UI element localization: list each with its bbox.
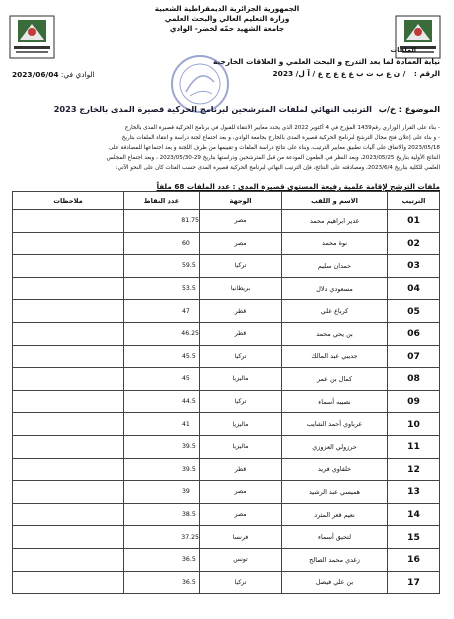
ranking-table	[12, 191, 440, 594]
table-row	[13, 571, 440, 594]
notes-cell	[13, 322, 124, 345]
rank-cell: 12	[388, 458, 440, 481]
rank-cell: 05	[388, 300, 440, 323]
column-header-name: الاسم و اللقب	[282, 192, 388, 210]
table-row	[13, 413, 440, 436]
destination-cell: تونس	[200, 548, 282, 571]
notes-cell	[13, 435, 124, 458]
rank-cell: 03	[388, 255, 440, 278]
score-cell: 39.5	[124, 435, 200, 458]
score-cell: 39	[124, 481, 200, 504]
table-row	[13, 345, 440, 368]
table-row	[13, 548, 440, 571]
rank-cell: 04	[388, 277, 440, 300]
files-label: الملفات	[390, 46, 416, 54]
destination-cell: ماليزيا	[200, 413, 282, 436]
notes-cell	[13, 345, 124, 368]
rank-cell: 17	[388, 571, 440, 594]
rank-cell: 01	[388, 210, 440, 233]
notes-cell	[13, 413, 124, 436]
destination-cell: بريطانيا	[200, 277, 282, 300]
destination-cell: قطر	[200, 300, 282, 323]
date-value: 2023/06/04	[12, 70, 59, 79]
rank-cell: 07	[388, 345, 440, 368]
destination-cell: مصر	[200, 481, 282, 504]
preamble-line: العلمي للكلية بتاريخ 2023/6/4، ومصادقته على النتائج، فإن الترتيب النهائي لبرنامج الحركية قصيرة المدى حسب الفئات كان على النحو الآتي:	[115, 165, 440, 172]
destination-cell: ماليزيا	[200, 368, 282, 391]
notes-cell	[13, 390, 124, 413]
table-row	[13, 503, 440, 526]
destination-cell: ماليزيا	[200, 435, 282, 458]
preamble-line: - بناء على القرار الوزاري رقم1439 المؤرخ في 4 أكتوبر 2022 الذي يحدد معايير الانتقاء للقبول في برنامج الحركية قصيرة المدى بالخارج	[124, 125, 440, 131]
preamble-paragraph	[10, 123, 440, 173]
destination-cell: مصر	[200, 503, 282, 526]
name-cell: حرزولي العزوزي	[282, 435, 388, 458]
column-header-score: عدد النقاط	[124, 192, 200, 210]
name-cell: بن علي فيصل	[282, 571, 388, 594]
score-cell: 53.5	[124, 277, 200, 300]
vice-rectorate-title: نيابة العمادة لما بعد التدرج و البحث العلمي و العلاقات الخارجية	[212, 57, 440, 66]
notes-cell	[13, 548, 124, 571]
score-cell: 39.5	[124, 458, 200, 481]
subject-label: الموضوع : خ/ب	[378, 104, 440, 114]
name-cell: خلفاوي فريد	[282, 458, 388, 481]
table-heading: ملفات الترشح لإقامة علمية رفيعة المستوى قصيرة المدى : عدد الملفات 68 ملفاً	[156, 182, 440, 191]
notes-cell	[13, 503, 124, 526]
table-row	[13, 435, 440, 458]
rank-cell: 06	[388, 322, 440, 345]
header-line-university: جامعة الشهيد حمّه لخضر- الوادي	[169, 24, 285, 33]
subject-text: الترتيب النهائي لملفات المترشحين لبرنامج الحركية قصيرة المدى بالخارج 2023	[53, 104, 372, 114]
score-cell: 81.75	[124, 210, 200, 233]
notes-cell	[13, 277, 124, 300]
table-header-row	[13, 192, 440, 210]
table-row	[13, 210, 440, 233]
column-header-notes: ملاحظات	[13, 192, 124, 210]
table-row	[13, 390, 440, 413]
name-cell: نعيم قعر المثرد	[282, 503, 388, 526]
name-cell: نصيبه أسماء	[282, 390, 388, 413]
rank-cell: 15	[388, 526, 440, 549]
header-line-republic: الجمهورية الجزائرية الديمقراطية الشعبية	[154, 4, 300, 13]
column-header-destination: الوجهة	[200, 192, 282, 210]
destination-cell: مصر	[200, 232, 282, 255]
date-label: الوادي في:	[60, 70, 95, 79]
destination-cell: تركيا	[200, 255, 282, 278]
university-logo-left-icon	[8, 14, 56, 60]
notes-cell	[13, 481, 124, 504]
column-header-rank: الترتيب	[388, 192, 440, 210]
table-row	[13, 458, 440, 481]
name-cell: عرباوي أحمد الشايب	[282, 413, 388, 436]
score-cell: 38.5	[124, 503, 200, 526]
destination-cell: فرنسا	[200, 526, 282, 549]
destination-cell: قطر	[200, 322, 282, 345]
reference-label: الرقم :	[413, 69, 440, 78]
score-cell: 60	[124, 232, 200, 255]
score-cell: 45	[124, 368, 200, 391]
preamble-line: النتائج الأولية بتاريخ 2023/05/25، وبعد النظر في الطعون المودعة من قبل المترشحين ودراستها بتاريخ 29-2023/05/30 ، وبعد اجتماع المجلس	[106, 155, 440, 162]
score-cell: 45.5	[124, 345, 200, 368]
institution-header	[120, 4, 334, 34]
destination-cell: تركيا	[200, 345, 282, 368]
destination-cell: تركيا	[200, 390, 282, 413]
destination-cell: تركيا	[200, 571, 282, 594]
table-row	[13, 481, 440, 504]
reference-number	[273, 69, 440, 78]
name-cell: زغدي محمد الصالح	[282, 548, 388, 571]
table-row	[13, 277, 440, 300]
table-row	[13, 255, 440, 278]
rank-cell: 16	[388, 548, 440, 571]
table-row	[13, 368, 440, 391]
rank-cell: 02	[388, 232, 440, 255]
score-cell: 59.5	[124, 255, 200, 278]
table-row	[13, 232, 440, 255]
rank-cell: 09	[388, 390, 440, 413]
notes-cell	[13, 571, 124, 594]
preamble-line: - و بناء على إعلان فتح مجال الترشح لبرنامج الحركية قصيرة المدى بالخارج بجامعة الوادي، و بعد اجتماع لجنة دراسة و انتقاء الملفات بتاريخ	[121, 135, 440, 142]
score-cell: 44.5	[124, 390, 200, 413]
name-cell: جديبي عبد المالك	[282, 345, 388, 368]
notes-cell	[13, 368, 124, 391]
score-cell: 47	[124, 300, 200, 323]
header-line-ministry: وزارة التعليم العالي والبحث العلمي	[164, 14, 290, 23]
document-date	[12, 70, 95, 79]
score-cell: 36.5	[124, 571, 200, 594]
score-cell: 36.5	[124, 548, 200, 571]
rank-cell: 10	[388, 413, 440, 436]
subject-line	[12, 104, 440, 114]
table-row	[13, 300, 440, 323]
name-cell: كرباع علي	[282, 300, 388, 323]
rank-cell: 13	[388, 481, 440, 504]
destination-cell: مصر	[200, 210, 282, 233]
notes-cell	[13, 300, 124, 323]
rank-cell: 08	[388, 368, 440, 391]
reference-value: / ن ع ب ت ب ع ع ع ج ع / آ ل/ 2023	[272, 69, 406, 78]
name-cell: مسعودي دلال	[282, 277, 388, 300]
notes-cell	[13, 232, 124, 255]
table-row	[13, 322, 440, 345]
name-cell: حمدان سليم	[282, 255, 388, 278]
table-row	[13, 526, 440, 549]
preamble-line: 2023/05/18 والاتفاق على آليات تطبيق معايير الترتيب، وبناء على نتائج دراسة الملفات و تقييمها من طرف اللجنة و بعد اجتماعها للمصادقة على	[108, 145, 440, 152]
notes-cell	[13, 526, 124, 549]
rank-cell: 11	[388, 435, 440, 458]
name-cell: هميسي عبد الرشيد	[282, 481, 388, 504]
notes-cell	[13, 458, 124, 481]
name-cell: بن يحي محمد	[282, 322, 388, 345]
rank-cell: 14	[388, 503, 440, 526]
name-cell: نوة محمد	[282, 232, 388, 255]
name-cell: كمال بن عمر	[282, 368, 388, 391]
destination-cell: قطر	[200, 458, 282, 481]
score-cell: 41	[124, 413, 200, 436]
name-cell: لتحيق أسماء	[282, 526, 388, 549]
name-cell: غدير ابراهيم محمد	[282, 210, 388, 233]
table-body	[13, 210, 440, 594]
score-cell: 37.25	[124, 526, 200, 549]
score-cell: 46.25	[124, 322, 200, 345]
notes-cell	[13, 210, 124, 233]
notes-cell	[13, 255, 124, 278]
